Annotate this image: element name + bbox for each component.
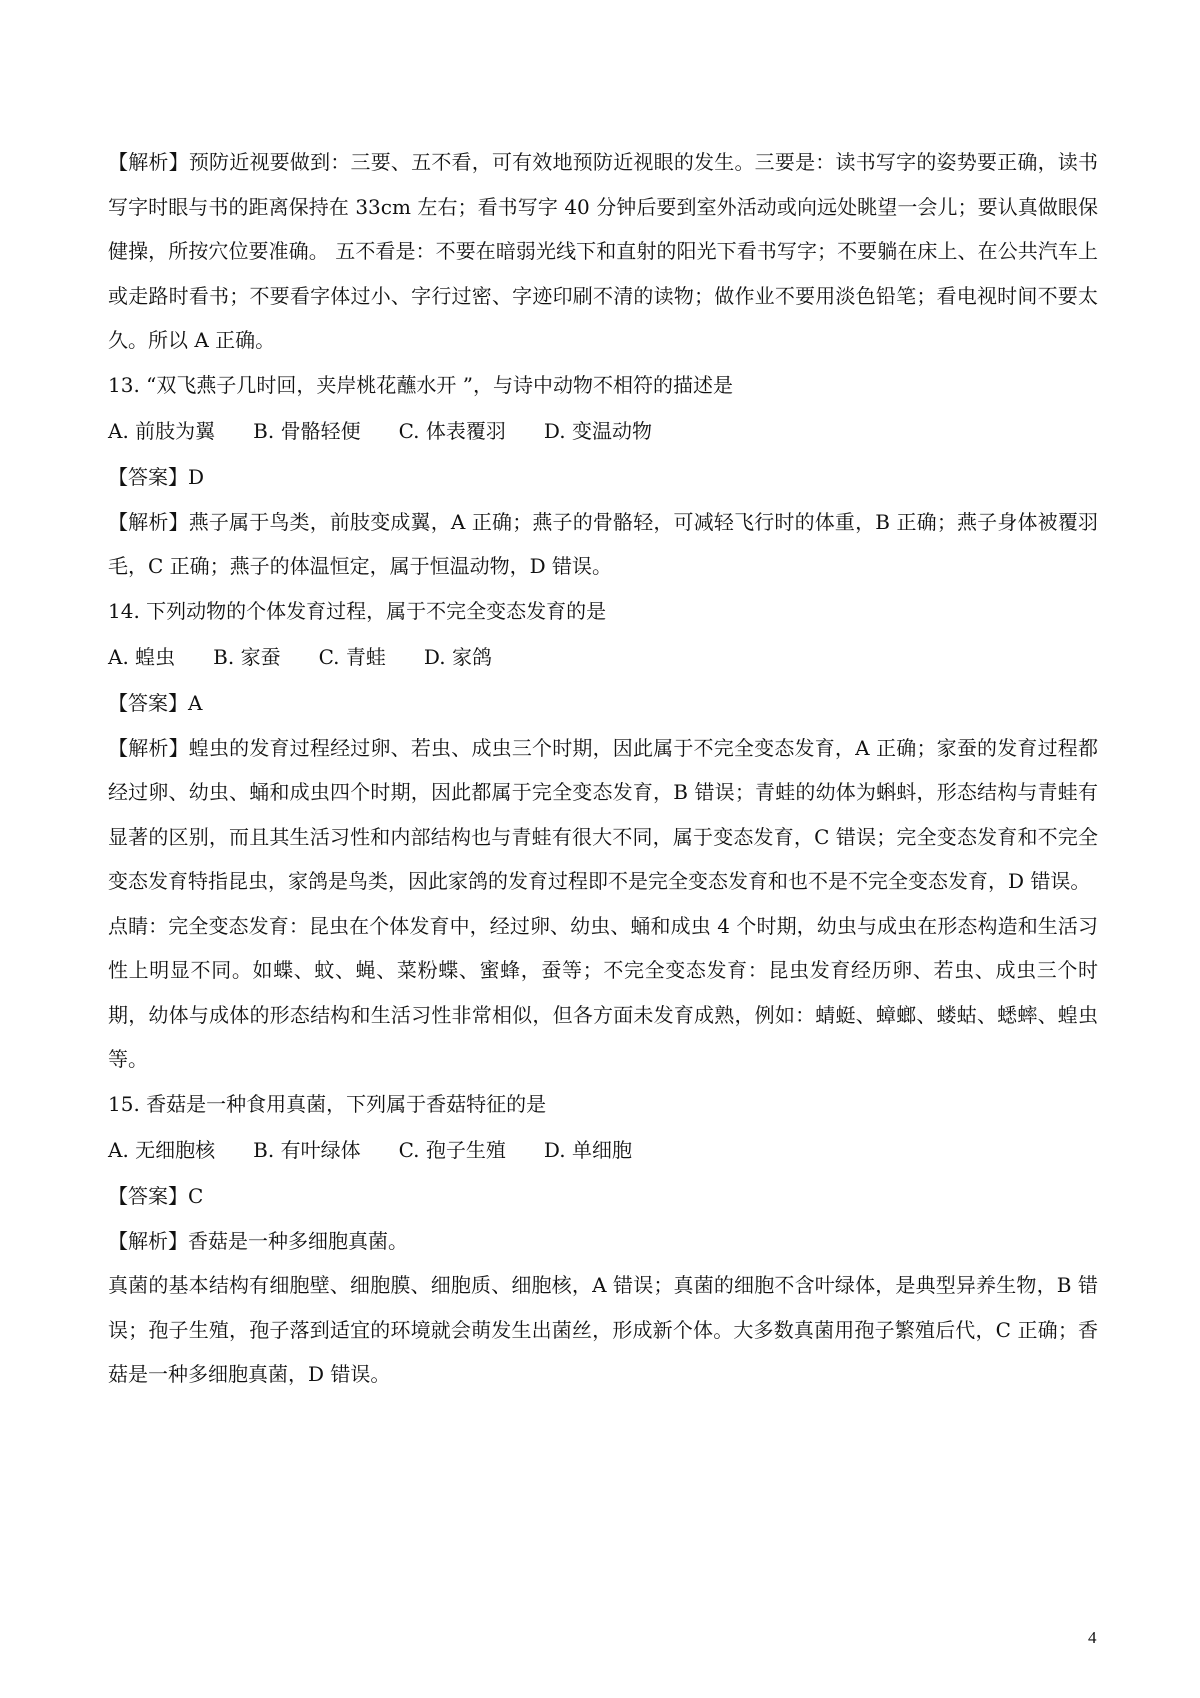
answer-15 [108,1174,1098,1219]
section-tag: 【解析】 [108,735,189,760]
option-d: D. 单细胞 [543,1138,632,1162]
analysis-14 [108,726,1098,904]
question-13 [108,363,1098,408]
option-a: A. 前肢为翼 [108,419,216,443]
paragraph-text: 15. 香菇是一种食用真菌，下列属于香菇特征的是 [108,1091,547,1116]
paragraph-text: 预防近视要做到：三要、五不看，可有效地预防近视眼的发生。三要是：读书写字的姿势要正确，读书写字时眼与书的距离保持在 33cm 左右；看书写字 40 分钟后要到室外活动或向远处眺望一会儿；要认真做眼保健操，所按穴位要准确。 五不看是：不要在暗弱光线下和直射的阳光下看书写字；不要躺在床上、在公共汽车上或走路时看书；不要看字体过小、字行过密、字迹印刷不清的读物；做作业不要用淡色铅笔；看电视时间不要太久。所以 A 正确。 [108,150,1099,352]
paragraph-text: 点睛：完全变态发育：昆虫在个体发育中，经过卵、幼虫、蛹和成虫 4 个时期，幼虫与成虫在形态构造和生活习性上明显不同。如蝶、蚊、蝇、菜粉蝶、蜜蜂，蚕等；不完全变态发育：昆虫发育经历卵、若虫、成虫三个时期，幼体与成体的形态结构和生活习性非常相似，但各方面未发育成熟，例如：蜻蜓、蟑螂、蝼蛄、蟋蟀、蝗虫等。 [108,913,1098,1071]
section-tag: 【解析】 [108,509,189,534]
analysis-12 [108,140,1098,363]
option-a: A. 蝗虫 [108,645,176,669]
section-tag: 【答案】 [108,465,188,489]
paragraph-text: 真菌的基本结构有细胞壁、细胞膜、细胞质、细胞核，A 错误；真菌的细胞不含叶绿体，是典型异养生物，B 错误；孢子生殖，孢子落到适宜的环境就会萌发生出菌丝，形成新个体。大多数真菌用孢子繁殖后代，C 正确；香菇是一种多细胞真菌，D 错误。 [108,1273,1098,1386]
paragraph-text: C [188,1184,204,1208]
answer-14 [108,681,1098,726]
paragraph-text: D [188,465,205,489]
question-14 [108,589,1098,634]
section-tag: 【解析】 [108,150,189,174]
section-tag: 【答案】 [108,1184,188,1208]
section-tag: 【答案】 [108,691,188,715]
option-b: B. 有叶绿体 [253,1138,361,1162]
options-15 [108,1126,1098,1174]
page-number: 4 [1088,1628,1097,1647]
paragraph-text: 燕子属于鸟类，前肢变成翼，A 正确；燕子的骨骼轻，可减轻飞行时的体重，B 正确；燕子身体被覆羽毛，C 正确；燕子的体温恒定，属于恒温动物，D 错误。 [108,509,1099,578]
option-c: C. 孢子生殖 [398,1138,506,1162]
analysis-13 [108,500,1098,589]
analysis-15 [108,1219,1098,1264]
option-a: A. 无细胞核 [108,1138,216,1162]
answer-13 [108,455,1098,500]
paragraph-text: 14. 下列动物的个体发育过程，属于不完全变态发育的是 [108,598,607,623]
options-13 [108,407,1098,455]
option-d: D. 变温动物 [543,419,652,443]
point-14 [108,904,1098,1082]
paragraph-text: A [188,691,203,715]
paragraph-text: 蝗虫的发育过程经过卵、若虫、成虫三个时期，因此属于不完全变态发育，A 正确；家蚕的发育过程都经过卵、幼虫、蛹和成虫四个时期，因此都属于完全变态发育，B 错误；青蛙的幼体为蝌蚪，形态结构与青蛙有显著的区别，而且其生活习性和内部结构也与青蛙有很大不同，属于变态发育，C 错误；完全变态发育和不完全变态发育特指昆虫，家鸽是鸟类，因此家鸽的发育过程即不是完全变态发育和也不是不完全变态发育，D 错误。 [108,735,1098,893]
option-b: B. 骨骼轻便 [253,419,361,443]
analysis-15-detail [108,1263,1098,1397]
question-15 [108,1082,1098,1127]
paragraph-text: 13. “双飞燕子几时回，夹岸桃花蘸水开 ”，与诗中动物不相符的描述是 [108,372,733,397]
option-d: D. 家鸽 [423,645,492,669]
document-body [108,140,1098,1397]
options-14 [108,633,1098,681]
option-b: B. 家蚕 [213,645,281,669]
paragraph-text: 香菇是一种多细胞真菌。 [188,1228,408,1253]
option-c: C. 体表覆羽 [398,419,506,443]
section-tag: 【解析】 [108,1228,188,1253]
option-c: C. 青蛙 [318,645,386,669]
